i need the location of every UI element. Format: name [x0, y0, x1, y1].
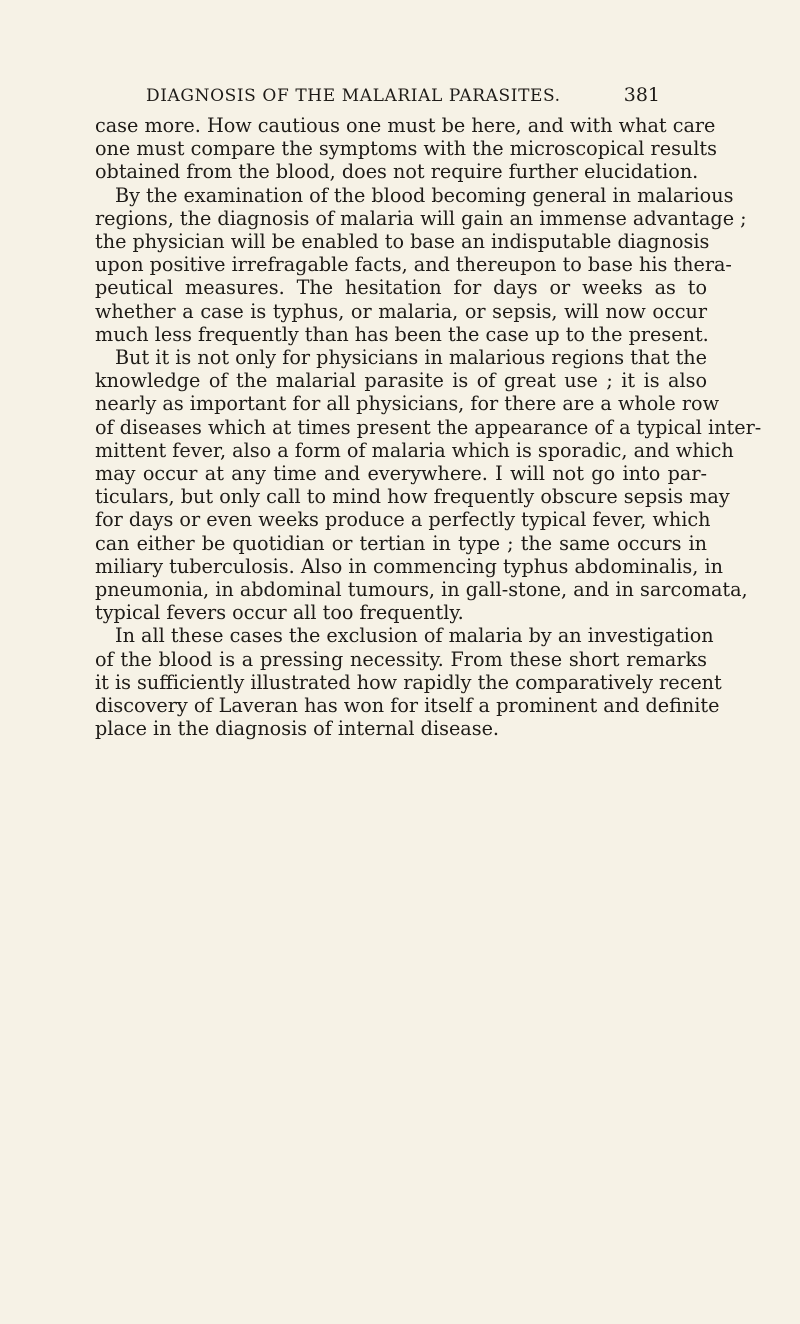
- text-line: But it is not only for physicians in malarious regions that the: [115, 346, 707, 370]
- text-line: whether a case is typhus, or malaria, or sepsis, will now occur: [95, 299, 707, 323]
- text-line: regions, the diagnosis of malaria will gain an immense advantage ;: [95, 206, 747, 230]
- text-line: of the blood is a pressing necessity. From these short remarks: [95, 647, 707, 671]
- text-line: can either be quotidian or tertian in type ; the same occurs in: [95, 531, 707, 555]
- text-line: it is sufficiently illustrated how rapidly the comparatively recent: [95, 670, 722, 694]
- text-line: much less frequently than has been the case up to the present.: [95, 322, 709, 346]
- text-line: one must compare the symptoms with the microscopical results: [95, 137, 717, 161]
- text-line: pneumonia, in abdominal tumours, in gall-stone, and in sarcomata,: [95, 578, 748, 602]
- text-line: may occur at any time and everywhere. I will not go into par-: [95, 462, 707, 486]
- page-number: 381: [623, 84, 660, 106]
- text-line: knowledge of the malarial parasite is of great use ; it is also: [95, 369, 707, 393]
- text-line: upon positive irrefragable facts, and thereupon to base his thera-: [95, 253, 732, 277]
- text-line: for days or even weeks produce a perfectly typical fever, which: [95, 508, 711, 532]
- text-line: discovery of Laveran has won for itself a prominent and definite: [95, 694, 720, 718]
- text-line: obtained from the blood, does not require further elucidation.: [95, 160, 699, 184]
- text-line: the physician will be enabled to base an indisputable diagnosis: [95, 230, 710, 254]
- text-line: peutical measures. The hesitation for days or weeks as to: [95, 276, 707, 300]
- text-line: case more. How cautious one must be here, and with what care: [95, 114, 716, 137]
- text-line: of diseases which at times present the appearance of a typical inter-: [95, 415, 762, 439]
- text-line: In all these cases the exclusion of malaria by an investigation: [115, 624, 714, 648]
- text-line: place in the diagnosis of internal disease.: [95, 717, 500, 741]
- text-line: typical fevers occur all too frequently.: [95, 601, 464, 625]
- text-line: ticulars, but only call to mind how frequently obscure sepsis may: [95, 485, 730, 509]
- text-line: By the examination of the blood becoming general in malarious: [115, 183, 734, 207]
- text-line: miliary tuberculosis. Also in commencing typhus abdominalis, in: [95, 554, 723, 578]
- text-line: mittent fever, also a form of malaria which is sporadic, and which: [95, 438, 734, 462]
- body-text: [95, 114, 762, 741]
- running-header-title: DIAGNOSIS OF THE MALARIAL PARASITES.: [146, 86, 561, 106]
- text-line: nearly as important for all physicians, for there are a whole row: [95, 392, 720, 416]
